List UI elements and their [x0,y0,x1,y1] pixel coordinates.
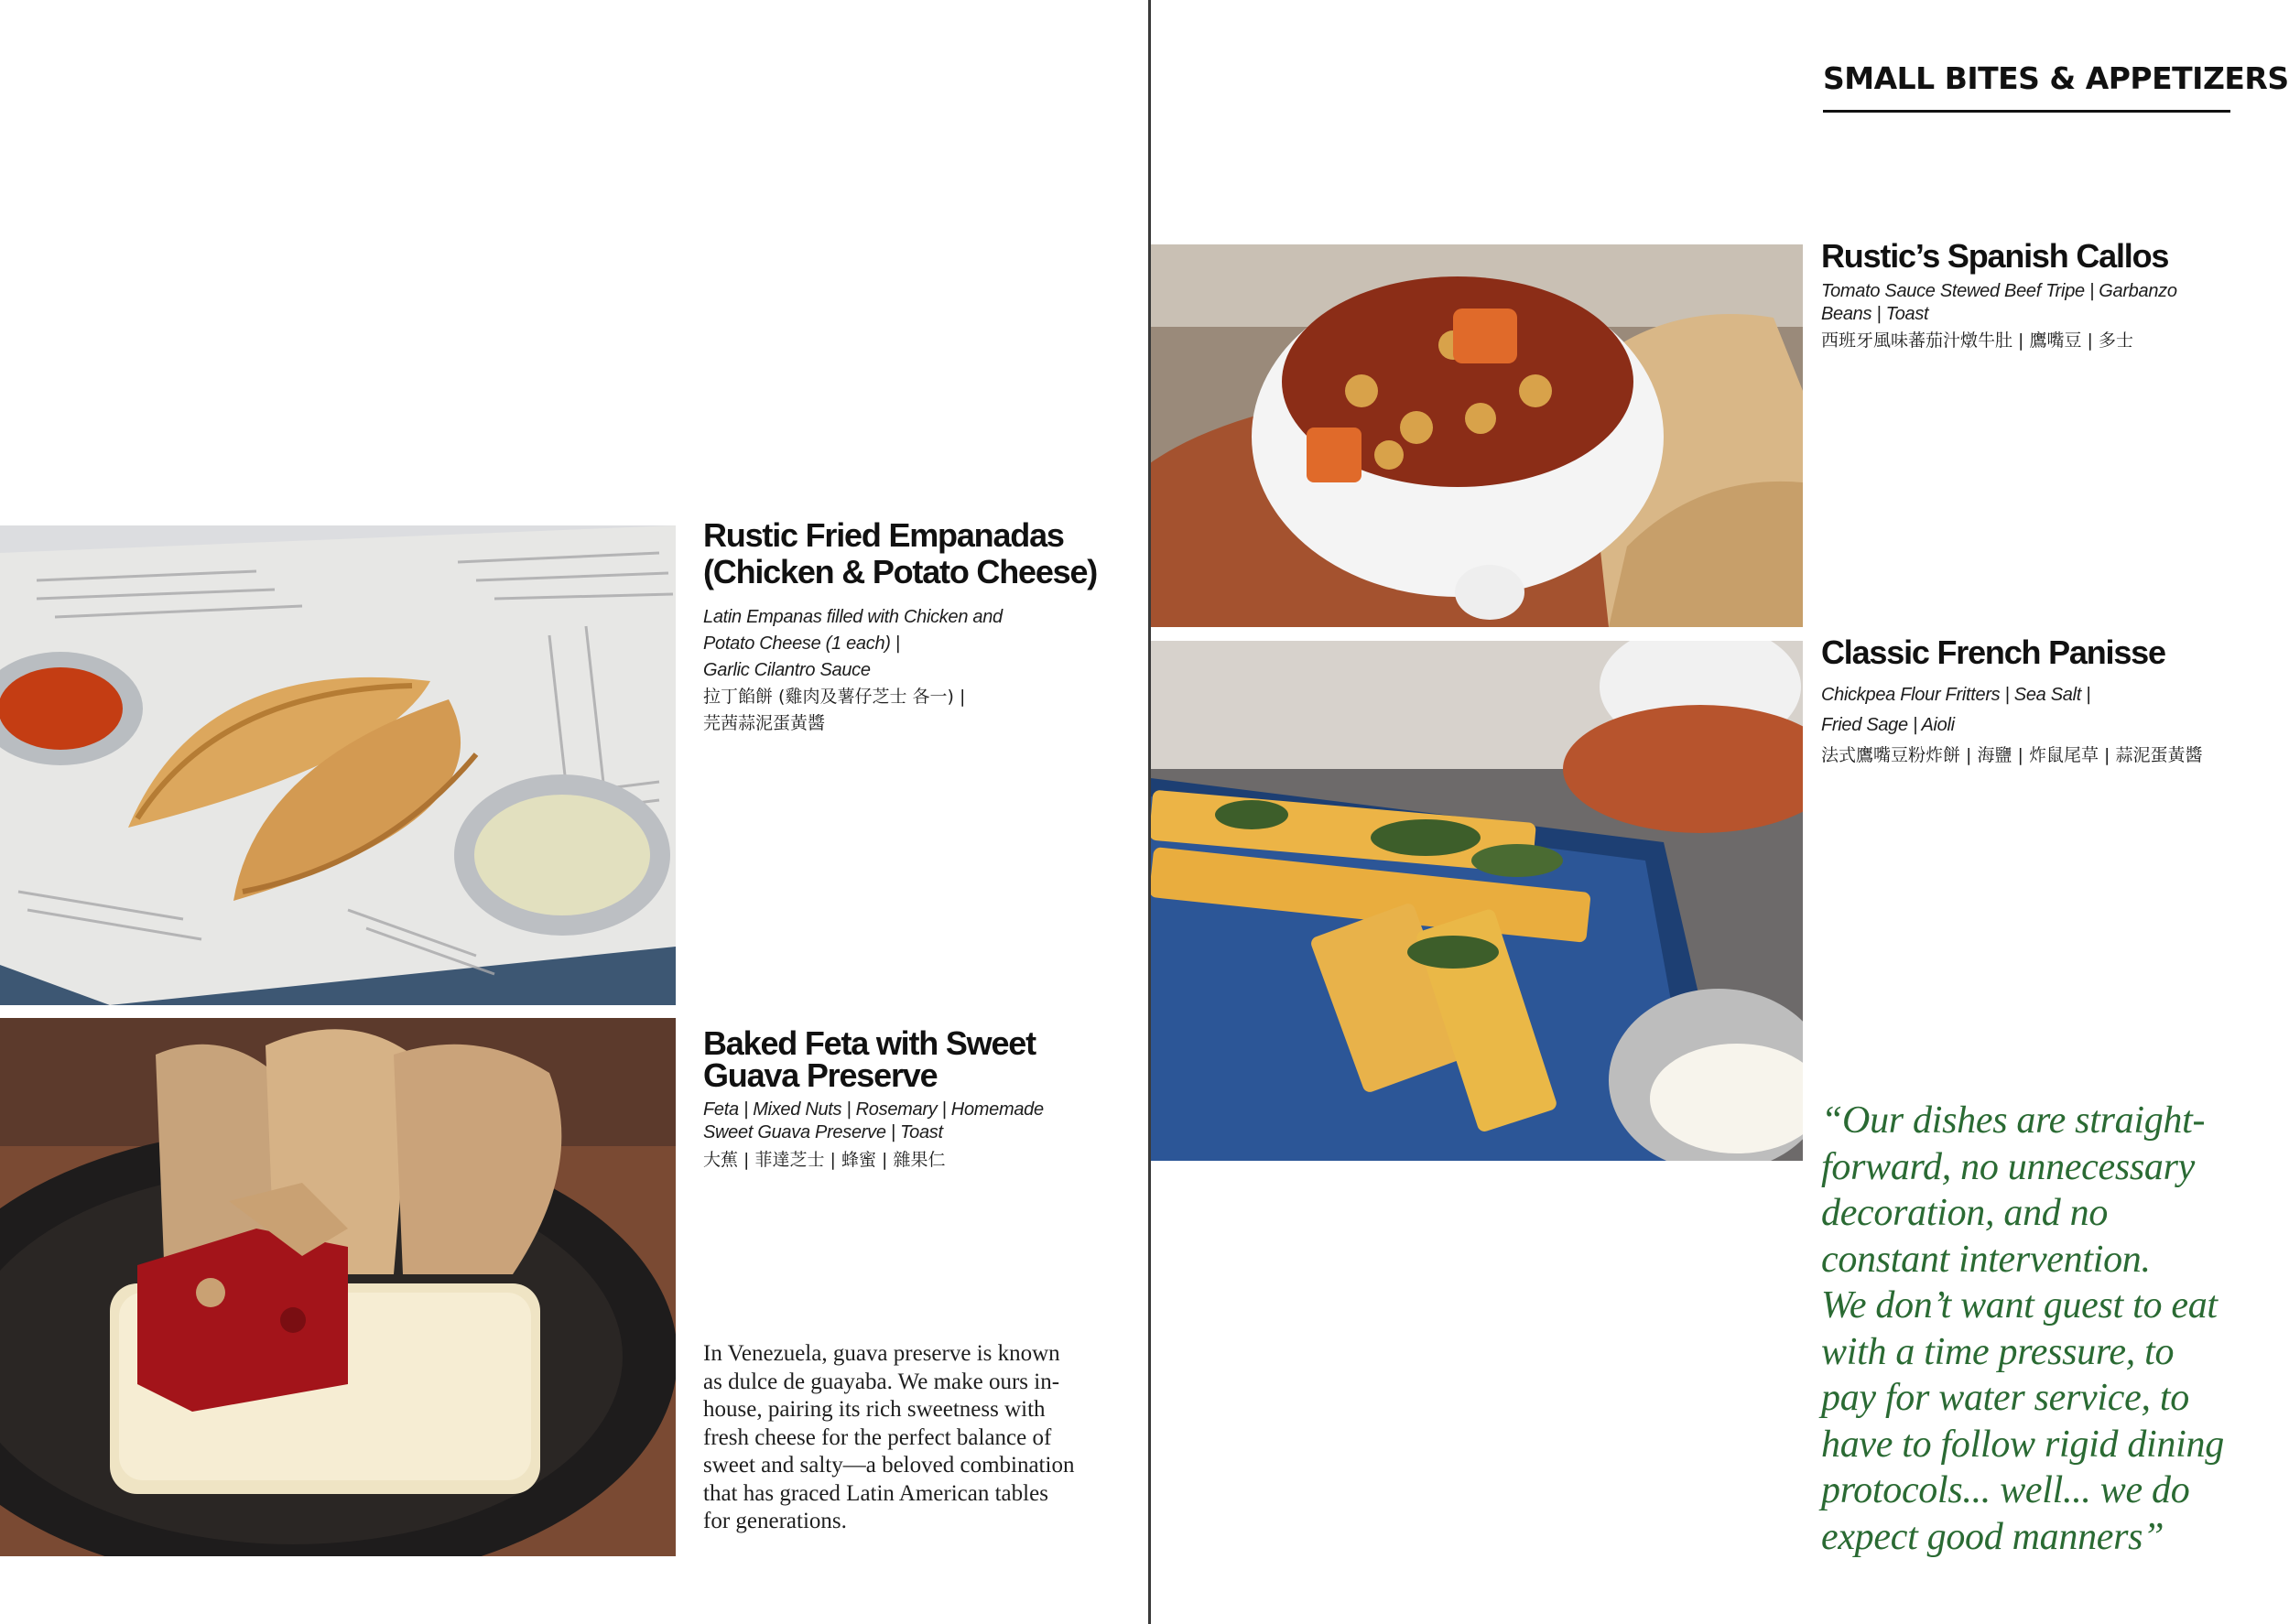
quote-line: “Our dishes are straight- [1821,1099,2206,1142]
dish-description-line: Feta | Mixed Nuts | Rosemary | Homemade [703,1099,1044,1120]
dish-empanadas [703,517,1143,737]
dish-description-line: Tomato Sauce Stewed Beef Tripe | Garbanzo [1821,281,2177,302]
empanadas-photo [0,525,676,1005]
quote-line: pay for water service, to [1821,1377,2189,1419]
spanish-callos-photo [1151,244,1803,627]
quote-line: expect good manners” [1821,1515,2164,1558]
story-line: In Venezuela, guava preserve is known [703,1341,1060,1366]
dish-name: Classic French Panisse [1821,633,2165,671]
dish-description-line: Fried Sage | Aioli [1821,715,1955,736]
baked-feta-photo [0,1018,676,1556]
dish-name-line: Baked Feta with Sweet [703,1024,1036,1062]
dish-chinese-line: 拉丁餡餅 (雞肉及薯仔芝士 各一) | [703,686,966,707]
dish-name-line: (Chicken & Potato Cheese) [703,553,1098,591]
story-line: for generations. [703,1509,847,1533]
dish-description-line: Latin Empanas filled with Chicken and [703,606,1003,627]
dish-name [703,517,1143,591]
quote-line: constant intervention. [1821,1238,2151,1281]
dish-chinese-line: 西班牙風味蕃茄汁燉牛肚 | 鷹嘴豆 | 多士 [1821,330,2133,352]
quote-line: have to follow rigid dining [1821,1423,2224,1466]
quote-line: forward, no unnecessary [1821,1145,2196,1188]
dish-baked-feta [703,1024,1143,1175]
philosophy-quote [1821,1098,2251,1560]
dish-description-line: Chickpea Flour Fritters | Sea Salt | [1821,685,2091,706]
quote-line: with a time pressure, to [1821,1330,2175,1373]
quote-line: protocols... well... we do [1821,1469,2190,1511]
dish-chinese-line: 法式鷹嘴豆粉炸餅 | 海鹽 | 炸鼠尾草 | 蒜泥蛋黃醬 [1821,745,2203,766]
story-line: as dulce de guayaba. We make ours in- [703,1369,1060,1394]
section-title-underline [1823,110,2230,113]
quote-line: decoration, and no [1821,1192,2109,1234]
dish-chinese-line: 芫茜蒜泥蛋黃醬 [703,712,826,733]
dish-description-line: Sweet Guava Preserve | Toast [703,1122,943,1142]
dish-chinese-line: 大蕉 | 菲達芝士 | 蜂蜜 | 雜果仁 [703,1150,946,1170]
story-line: sweet and salty—a beloved combination [703,1453,1075,1478]
guava-story-paragraph [703,1340,1088,1536]
story-line: that has graced Latin American tables [703,1480,1048,1506]
dish-french-panisse [1821,634,2251,771]
dish-name [703,1024,1143,1094]
dish-description [703,1099,1143,1175]
dish-name-line: Rustic Fried Empanadas [703,516,1064,554]
story-line: fresh cheese for the perfect balance of [703,1424,1052,1450]
dish-description-line: Potato Cheese (1 each) | [703,633,900,654]
dish-description-line: Garlic Cilantro Sauce [703,659,871,680]
dish-description [1821,280,2251,355]
section-title: SMALL BITES & APPETIZERS [1823,60,2289,96]
story-line: house, pairing its rich sweetness with [703,1397,1046,1422]
dish-description [703,604,1143,737]
dish-description-line: Beans | Toast [1821,304,1929,325]
dish-description [1821,680,2251,771]
quote-line: We don’t want guest to eat [1821,1284,2218,1326]
dish-name: Rustic’s Spanish Callos [1821,237,2169,275]
dish-name-line: Guava Preserve [703,1056,938,1094]
dish-spanish-callos [1821,238,2251,355]
french-panisse-photo [1151,641,1803,1161]
